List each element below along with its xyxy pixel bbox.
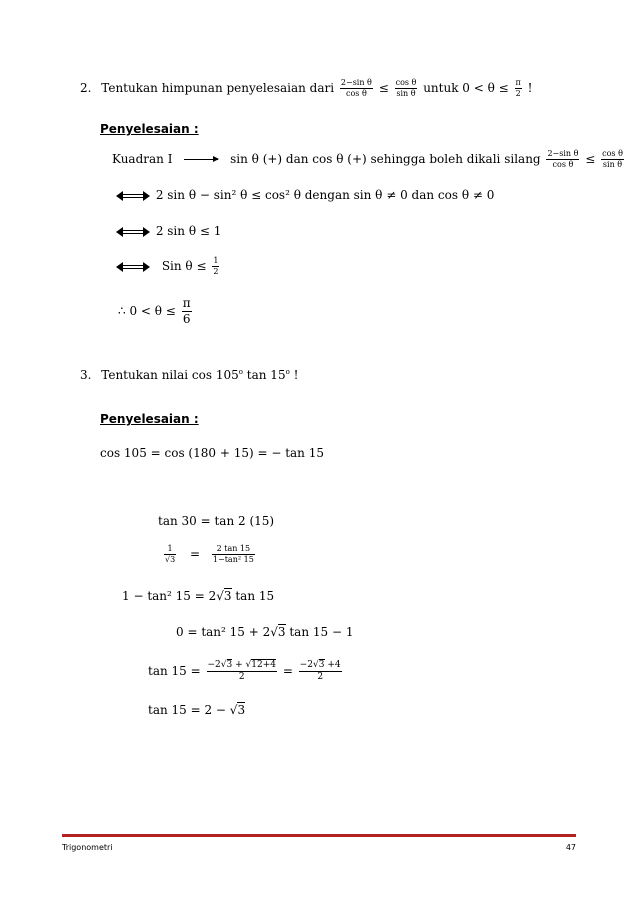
q2-kuadran-line [112,149,626,170]
footer-rule [62,834,576,837]
q3-prompt-b: tan 15 [242,368,286,382]
q2-step3-text: Sin θ ≤ [161,259,207,273]
q2-kuadran-fraction-left [546,149,579,170]
q3-line6-den1: 2 [238,672,245,682]
q2-step2-text: 2 sin θ ≤ 1 [155,224,222,238]
degree-sup: o [285,368,290,376]
q2-kuadran-f2-num: cos θ [602,149,623,158]
q3-line6-eq: = [282,664,293,678]
double-arrow-icon [116,192,150,200]
q2-fraction-right-den: sin θ [396,89,416,98]
page-number: 47 [565,843,576,852]
q2-step2 [116,224,221,238]
q3-line7-sqrt: 3 [237,703,246,717]
q2-line [80,78,532,99]
q2-prompt: Tentukan himpunan penyelesaian dari [101,81,335,95]
q3-line3-right-num: 2 tan 15 [212,544,255,555]
q2-pi-num: π [515,78,521,87]
q3-line6-den2: 2 [317,672,324,682]
q3-line5-b: tan 15 − 1 [285,625,354,639]
q3-line6-num1: −2√3 + √12+4 [207,660,277,670]
footer-left: Trigonometri [62,843,113,852]
q3-line1: cos 105 = cos (180 + 15) = − tan 15 [100,446,324,460]
q2-kuadran-f1-num: 2−sin θ [547,149,579,158]
q3-line6 [148,660,344,683]
q2-number: 2. [80,81,92,95]
q3-line4-a: 1 − tan² 15 = 2 [122,589,217,603]
double-arrow-icon [116,228,150,236]
q3-line6-fraction-2 [299,660,342,683]
q3-line5-sqrt: 3 [277,625,286,639]
q3-line7: tan 15 = 2 − √3 [148,703,246,717]
q2-fraction-right-num: cos θ [395,78,417,87]
q2-kuadran-fraction-right [601,149,624,170]
q2-kuadran-f2-den: sin θ [602,160,623,169]
q2-pi-half [515,78,522,99]
q2-result-num: π [182,296,191,310]
q3-line5: 0 = tan² 15 + 2√3 tan 15 − 1 [176,625,354,639]
q3-line3-right-fraction [212,544,255,565]
q2-fraction-left-den: cos θ [346,89,367,98]
q3-number: 3. [80,368,92,382]
q2-kuadran-f1-den: cos θ [552,160,574,169]
degree-sup: o [238,368,243,376]
q3-line3-left-den: √3 [165,555,176,564]
q2-kuadran-label: Kuadran I [112,152,173,166]
q3-line3-sqrt: 3 [170,555,176,564]
q3-line4: 1 − tan² 15 = 2√3 tan 15 [122,589,275,603]
q3-heading: Penyelesaian : [100,412,199,426]
q2-fraction-left-num: 2−sin θ [340,78,372,87]
q3-line6-fraction-1 [207,660,278,683]
q3-prompt-a: Tentukan nilai cos 105 [101,368,239,382]
q3-line5-a: 0 = tan² 15 + 2 [176,625,271,639]
q3-line [80,368,298,382]
q3-line2: tan 30 = tan 2 (15) [158,514,275,528]
q2-step3-num: 1 [213,256,219,265]
q2-step3 [116,256,221,277]
q2-result-den: 6 [182,312,191,326]
q3-line6-num2: −2√3 +4 [299,660,341,670]
q3-line3-left-fraction [164,544,176,565]
q2-therefore: ∴ 0 < θ ≤ [118,304,176,318]
q3-line4-b: tan 15 [231,589,275,603]
q2-fraction-left [340,78,373,99]
q2-step1 [116,188,494,202]
right-arrow-icon [184,159,218,160]
q3-line7-a: tan 15 = 2 − [148,703,230,717]
q3-prompt-c: ! [289,368,299,382]
q2-kuadran-text: sin θ (+) dan cos θ (+) sehingga boleh dikali silang [230,152,541,166]
q2-result-fraction [182,296,192,327]
q3-line6-a: tan 15 = [148,664,201,678]
q2-step3-fraction [212,256,219,277]
q2-step1-text: 2 sin θ − sin² θ ≤ cos² θ dengan sin θ ≠ 0 dan cos θ ≠ 0 [155,188,495,202]
q2-result [118,296,194,327]
q2-bang: ! [527,81,533,95]
q2-fraction-right [395,78,418,99]
q3-line3-right-den: 1−tan² 15 [212,555,254,564]
q2-kuadran-leq: ≤ [585,152,596,166]
q3-line3-left-num: 1 [164,544,176,555]
q2-heading: Penyelesaian : [100,122,199,136]
q2-step3-den: 2 [213,267,219,276]
double-arrow-icon [116,263,150,271]
q3-line4-sqrt: 3 [223,589,232,603]
q3-line3 [162,544,257,565]
q3-line3-eq: = [190,547,201,561]
q2-pi-den: 2 [515,89,521,98]
q2-untuk: untuk 0 < θ ≤ [423,81,509,95]
q2-leq: ≤ [378,81,389,95]
